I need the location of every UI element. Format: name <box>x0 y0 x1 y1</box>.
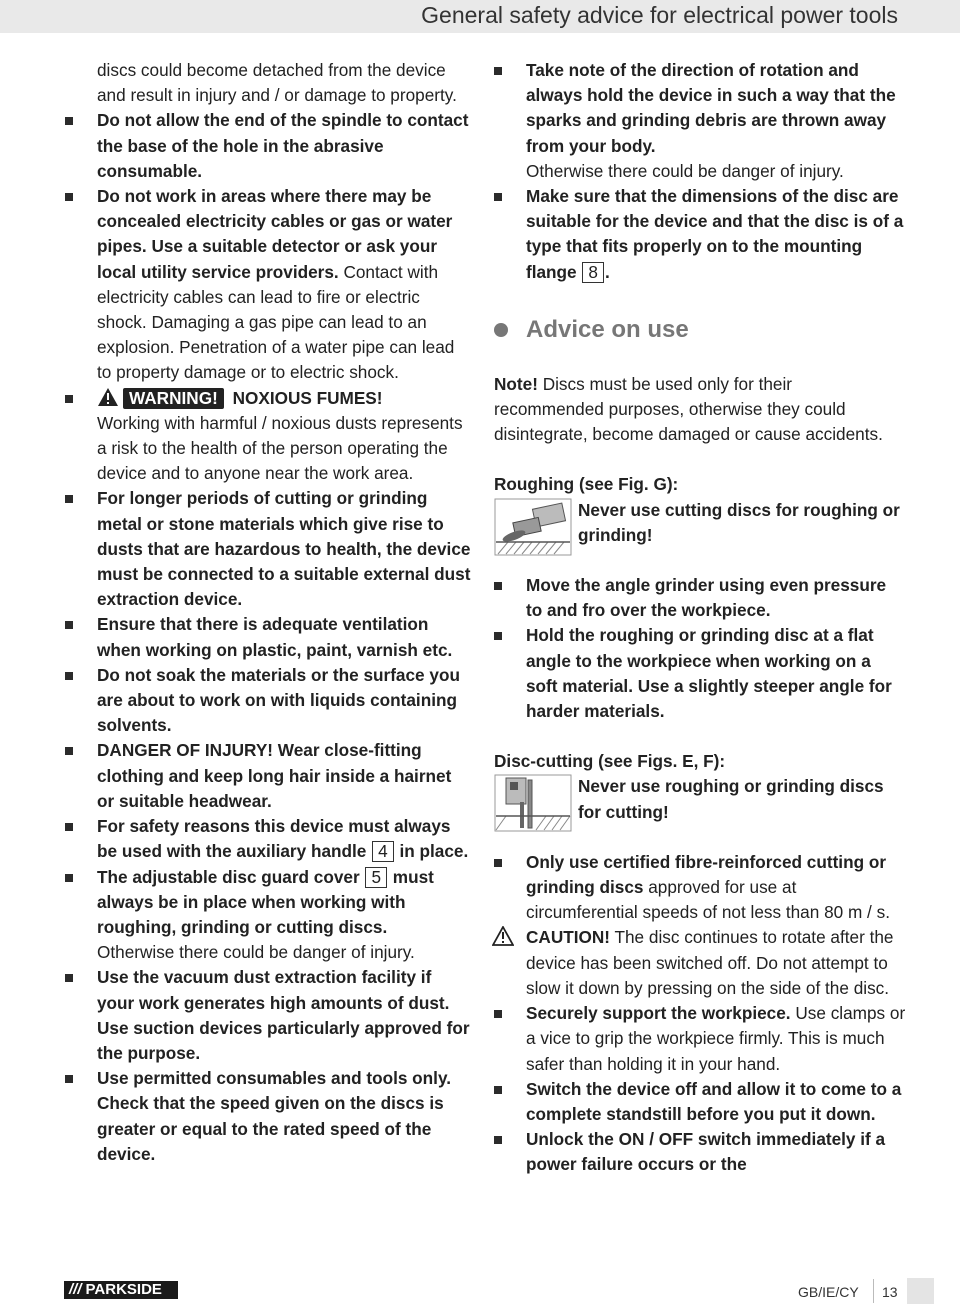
country-codes: GB/IE/CY <box>798 1284 859 1300</box>
body-text: Discs must be used only for their recommended purposes, otherwise they could disintegrate, become damaged or cause accidents. <box>494 373 883 445</box>
bold-text: in place. <box>394 841 469 862</box>
bold-text: Only use certified fibre-reinforced cutting or grinding discs <box>526 851 887 898</box>
bold-text: . <box>604 261 610 282</box>
list-item <box>97 738 472 814</box>
bold-text: Use the vacuum dust extraction facility if your work generates high amounts of dust. Use suction devices particularly approved for the purpose. <box>97 967 470 1063</box>
bold-text: DANGER OF INJURY! Wear close-fitting clothing and keep long hair inside a hairnet or suitable headwear. <box>97 740 452 811</box>
roughing-instruction: Never use cutting discs for roughing or grinding! <box>578 499 900 545</box>
bold-text: Do not soak the materials or the surface you are about to work on with liquids containing solvents. <box>97 664 460 736</box>
part-reference: 5 <box>365 867 387 888</box>
list-item <box>97 865 472 966</box>
bold-text: Securely support the workpiece. <box>526 1003 791 1024</box>
subheading-roughing: Roughing (see Fig. G): <box>494 474 679 495</box>
bold-text: Use permitted consumables and tools only. Check that the speed given on the discs is greater or equal to the rated speed of the device. <box>97 1068 452 1164</box>
left-column <box>97 58 472 1167</box>
list-item <box>97 612 472 662</box>
list-item <box>97 663 472 739</box>
body-text: Contact with electricity cables can lead to fire or electric shock. Damaging a gas pipe can lead to an explosion. Penetration of a water pipe can lead to property damage or to electric shock. <box>97 261 455 383</box>
bold-text: Make sure that the dimensions of the disc are suitable for the device and that the disc is of a type that fits properly on to the mounting flange <box>526 186 904 282</box>
list-item <box>97 486 472 612</box>
bold-text: Switch the device off and allow it to come to a complete standstill before you put it down. <box>526 1078 902 1124</box>
cutting-figure-row <box>526 774 906 824</box>
cutting-figure-icon <box>494 774 572 834</box>
body-text: The disc continues to rotate after the device has been switched off. Do not attempt to slow it down by pressing on the side of the disc. <box>526 927 894 998</box>
roughing-figure-icon <box>494 498 572 558</box>
subheading-cutting: Disc-cutting (see Figs. E, F): <box>494 751 726 772</box>
roughing-figure-row <box>526 498 906 548</box>
warning-triangle-icon <box>492 926 514 946</box>
list-item <box>526 1077 906 1127</box>
list-item <box>526 573 906 623</box>
continued-paragraph: discs could become detached from the device and result in injury and / or damage to property. <box>97 60 457 106</box>
note-paragraph <box>494 372 906 448</box>
list-item <box>526 850 906 926</box>
list-item <box>97 1066 472 1167</box>
list-item <box>526 184 906 285</box>
bold-text: Ensure that there is adequate ventilation when working on plastic, paint, varnish etc. <box>97 614 453 660</box>
list-item <box>526 1001 906 1077</box>
list-item <box>526 1127 906 1177</box>
list-item <box>526 623 906 724</box>
list-item <box>97 108 472 184</box>
bold-text: Unlock the ON / OFF switch immediately if a power failure occurs or the <box>526 1129 886 1175</box>
note-label: Note! <box>494 373 538 394</box>
list-item <box>526 58 906 184</box>
list-item <box>97 184 472 386</box>
list-item <box>97 386 472 487</box>
footer-tab <box>907 1278 934 1304</box>
page-number: 13 <box>882 1284 898 1300</box>
cutting-instruction: Never use roughing or grinding discs for cutting! <box>578 776 884 822</box>
caution-label: CAUTION! <box>526 927 611 948</box>
bold-text: Move the angle grinder using even pressure to and fro over the workpiece. <box>526 575 887 621</box>
bold-text: For longer periods of cutting or grinding metal or stone materials which give rise to dusts that are hazardous to health, the device must be connected to a suitable external dust extraction device. <box>97 488 471 610</box>
body-text: approved for use at circumferential speeds of not less than 80 m / s. <box>526 877 890 923</box>
part-reference: 4 <box>372 841 394 862</box>
list-item <box>97 814 472 864</box>
body-text: Otherwise there could be danger of injury. <box>97 942 415 963</box>
list-item <box>97 965 472 1066</box>
footer-divider <box>873 1279 874 1303</box>
body-text: Use clamps or a vice to grip the workpiece firmly. This is much safer than holding it in your hand. <box>526 1003 906 1074</box>
caution-paragraph <box>526 925 906 1001</box>
bold-text: For safety reasons this device must always be used with the auxiliary handle <box>97 816 451 862</box>
bold-text: Hold the roughing or grinding disc at a flat angle to the workpiece when working on a soft material. Use a slightly steeper angle for harder materials. <box>526 625 892 722</box>
bold-text: Do not work in areas where there may be concealed electricity cables or gas or water pipes. Use a suitable detector or ask your local utility service providers. <box>97 186 453 282</box>
warning-label: WARNING! <box>123 388 224 409</box>
bold-text: Take note of the direction of rotation and always hold the device in such a way that the sparks and grinding debris are thrown away from your body. <box>526 60 896 156</box>
bold-text: must always be in place when working with roughing, grinding or cutting discs. <box>97 866 434 937</box>
header-title: General safety advice for electrical power tools <box>421 2 898 28</box>
section-heading: Advice on use <box>526 315 906 345</box>
body-text: Working with harmful / noxious dusts represents a risk to the health of the person operating the device and to anyone near the work area. <box>97 412 463 484</box>
bold-text: Do not allow the end of the spindle to contact the base of the hole in the abrasive consumable. <box>97 110 469 181</box>
page-header <box>0 0 960 33</box>
bold-text: The adjustable disc guard cover <box>97 866 365 887</box>
part-reference: 8 <box>582 262 604 283</box>
warning-triangle-icon <box>97 387 119 407</box>
bold-text: NOXIOUS FUMES! <box>227 387 383 408</box>
parkside-logo: /// PARKSIDE <box>64 1281 178 1299</box>
body-text: Otherwise there could be danger of injury. <box>526 160 844 181</box>
right-column <box>494 58 906 1178</box>
